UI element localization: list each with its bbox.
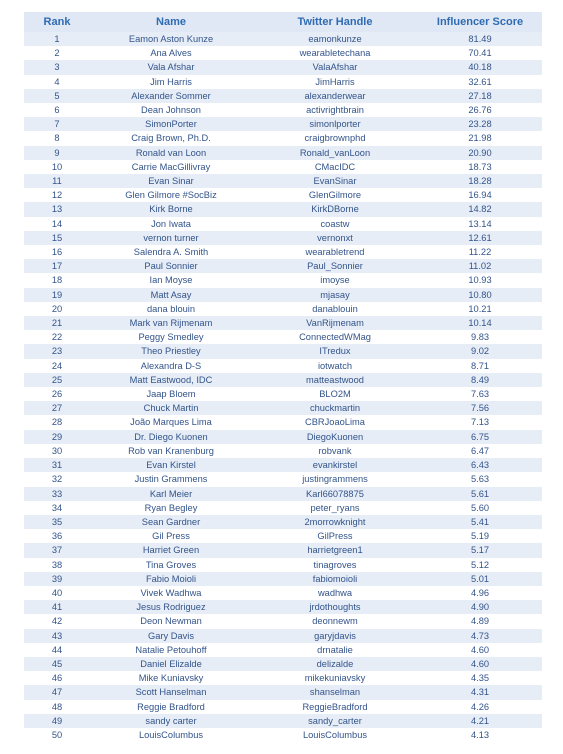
handle-cell: vernonxt <box>252 231 418 245</box>
name-cell: Paul Sonnier <box>90 259 252 273</box>
handle-cell: drnatalie <box>252 643 418 657</box>
score-cell: 40.18 <box>418 60 542 74</box>
handle-cell: EvanSinar <box>252 174 418 188</box>
name-cell: Jon Iwata <box>90 217 252 231</box>
name-cell: Mike Kuniavsky <box>90 671 252 685</box>
rank-cell: 18 <box>24 273 90 287</box>
score-cell: 10.93 <box>418 273 542 287</box>
name-cell: Vala Afshar <box>90 60 252 74</box>
rank-cell: 31 <box>24 458 90 472</box>
handle-cell: mikekuniavsky <box>252 671 418 685</box>
rank-cell: 42 <box>24 614 90 628</box>
handle-cell: coastw <box>252 217 418 231</box>
handle-cell: iotwatch <box>252 359 418 373</box>
name-cell: Theo Priestley <box>90 344 252 358</box>
table-row <box>24 160 542 174</box>
name-cell: Jesus Rodriguez <box>90 600 252 614</box>
table-row <box>24 728 542 742</box>
name-cell: Ian Moyse <box>90 273 252 287</box>
rank-cell: 46 <box>24 671 90 685</box>
score-cell: 70.41 <box>418 46 542 60</box>
rank-cell: 19 <box>24 288 90 302</box>
rank-cell: 6 <box>24 103 90 117</box>
name-cell: vernon turner <box>90 231 252 245</box>
rank-cell: 17 <box>24 259 90 273</box>
table-row <box>24 629 542 643</box>
name-cell: Evan Kirstel <box>90 458 252 472</box>
rank-cell: 50 <box>24 728 90 742</box>
table-row <box>24 32 542 46</box>
table-row <box>24 387 542 401</box>
header-row <box>24 12 542 32</box>
rank-cell: 39 <box>24 572 90 586</box>
table-row <box>24 231 542 245</box>
score-cell: 10.21 <box>418 302 542 316</box>
name-cell: Chuck Martin <box>90 401 252 415</box>
handle-cell: craigbrownphd <box>252 131 418 145</box>
rank-cell: 29 <box>24 430 90 444</box>
table-row <box>24 657 542 671</box>
handle-cell: 2morrowknight <box>252 515 418 529</box>
handle-cell: ReggieBradford <box>252 700 418 714</box>
handle-cell: ITredux <box>252 344 418 358</box>
table-row <box>24 458 542 472</box>
handle-cell: mjasay <box>252 288 418 302</box>
column-header-influencer-score: Influencer Score <box>418 12 542 32</box>
score-cell: 8.49 <box>418 373 542 387</box>
handle-cell: justingrammens <box>252 472 418 486</box>
name-cell: Harriet Green <box>90 543 252 557</box>
score-cell: 4.60 <box>418 657 542 671</box>
table-row <box>24 401 542 415</box>
handle-cell: simonlporter <box>252 117 418 131</box>
handle-cell: chuckmartin <box>252 401 418 415</box>
table-row <box>24 330 542 344</box>
name-cell: Sean Gardner <box>90 515 252 529</box>
table-row <box>24 671 542 685</box>
table-header <box>24 12 542 32</box>
handle-cell: wearabletrend <box>252 245 418 259</box>
score-cell: 4.96 <box>418 586 542 600</box>
table-row <box>24 117 542 131</box>
rank-cell: 35 <box>24 515 90 529</box>
name-cell: sandy carter <box>90 714 252 728</box>
name-cell: Glen Gilmore #SocBiz <box>90 188 252 202</box>
score-cell: 27.18 <box>418 89 542 103</box>
name-cell: João Marques Lima <box>90 415 252 429</box>
score-cell: 5.19 <box>418 529 542 543</box>
table-row <box>24 359 542 373</box>
rank-cell: 4 <box>24 75 90 89</box>
handle-cell: robvank <box>252 444 418 458</box>
name-cell: Vivek Wadhwa <box>90 586 252 600</box>
table-row <box>24 245 542 259</box>
rank-cell: 3 <box>24 60 90 74</box>
name-cell: Reggie Bradford <box>90 700 252 714</box>
score-cell: 4.90 <box>418 600 542 614</box>
table-row <box>24 46 542 60</box>
name-cell: Gil Press <box>90 529 252 543</box>
name-cell: Carrie MacGillivray <box>90 160 252 174</box>
table-row <box>24 273 542 287</box>
table-row <box>24 89 542 103</box>
table-row <box>24 288 542 302</box>
score-cell: 4.26 <box>418 700 542 714</box>
score-cell: 23.28 <box>418 117 542 131</box>
rank-cell: 12 <box>24 188 90 202</box>
handle-cell: peter_ryans <box>252 501 418 515</box>
handle-cell: wearabletechana <box>252 46 418 60</box>
table-row <box>24 700 542 714</box>
score-cell: 9.02 <box>418 344 542 358</box>
table-row <box>24 685 542 699</box>
score-cell: 11.02 <box>418 259 542 273</box>
table-row <box>24 543 542 557</box>
name-cell: Craig Brown, Ph.D. <box>90 131 252 145</box>
name-cell: Rob van Kranenburg <box>90 444 252 458</box>
handle-cell: ConnectedWMag <box>252 330 418 344</box>
score-cell: 4.89 <box>418 614 542 628</box>
score-cell: 32.61 <box>418 75 542 89</box>
handle-cell: GilPress <box>252 529 418 543</box>
rank-cell: 14 <box>24 217 90 231</box>
name-cell: Salendra A. Smith <box>90 245 252 259</box>
name-cell: Gary Davis <box>90 629 252 643</box>
score-cell: 9.83 <box>418 330 542 344</box>
table-row <box>24 472 542 486</box>
name-cell: Ryan Begley <box>90 501 252 515</box>
handle-cell: eamonkunze <box>252 32 418 46</box>
name-cell: Ronald van Loon <box>90 146 252 160</box>
name-cell: dana blouin <box>90 302 252 316</box>
handle-cell: evankirstel <box>252 458 418 472</box>
score-cell: 21.98 <box>418 131 542 145</box>
handle-cell: fabiomoioli <box>252 572 418 586</box>
score-cell: 4.21 <box>418 714 542 728</box>
score-cell: 5.41 <box>418 515 542 529</box>
handle-cell: BLO2M <box>252 387 418 401</box>
rank-cell: 15 <box>24 231 90 245</box>
score-cell: 7.63 <box>418 387 542 401</box>
score-cell: 10.14 <box>418 316 542 330</box>
handle-cell: CMacIDC <box>252 160 418 174</box>
score-cell: 5.01 <box>418 572 542 586</box>
rank-cell: 37 <box>24 543 90 557</box>
rank-cell: 20 <box>24 302 90 316</box>
rank-cell: 11 <box>24 174 90 188</box>
name-cell: Peggy Smedley <box>90 330 252 344</box>
score-cell: 16.94 <box>418 188 542 202</box>
rank-cell: 27 <box>24 401 90 415</box>
score-cell: 18.28 <box>418 174 542 188</box>
rank-cell: 25 <box>24 373 90 387</box>
name-cell: Alexandra D-S <box>90 359 252 373</box>
name-cell: Fabio Moioli <box>90 572 252 586</box>
name-cell: Mark van Rijmenam <box>90 316 252 330</box>
table-row <box>24 529 542 543</box>
name-cell: Jaap Bloem <box>90 387 252 401</box>
table-row <box>24 614 542 628</box>
score-cell: 7.13 <box>418 415 542 429</box>
column-header-rank: Rank <box>24 12 90 32</box>
name-cell: Justin Grammens <box>90 472 252 486</box>
table-row <box>24 259 542 273</box>
handle-cell: KirkDBorne <box>252 202 418 216</box>
rank-cell: 32 <box>24 472 90 486</box>
handle-cell: tinagroves <box>252 558 418 572</box>
score-cell: 12.61 <box>418 231 542 245</box>
rank-cell: 36 <box>24 529 90 543</box>
rank-cell: 33 <box>24 487 90 501</box>
handle-cell: GlenGilmore <box>252 188 418 202</box>
rank-cell: 8 <box>24 131 90 145</box>
table-row <box>24 202 542 216</box>
handle-cell: garyjdavis <box>252 629 418 643</box>
rank-cell: 23 <box>24 344 90 358</box>
handle-cell: JimHarris <box>252 75 418 89</box>
name-cell: LouisColumbus <box>90 728 252 742</box>
score-cell: 5.12 <box>418 558 542 572</box>
rank-cell: 47 <box>24 685 90 699</box>
score-cell: 18.73 <box>418 160 542 174</box>
rank-cell: 30 <box>24 444 90 458</box>
rank-cell: 21 <box>24 316 90 330</box>
handle-cell: jrdothoughts <box>252 600 418 614</box>
handle-cell: activrightbrain <box>252 103 418 117</box>
name-cell: Natalie Petouhoff <box>90 643 252 657</box>
score-cell: 6.75 <box>418 430 542 444</box>
rank-cell: 10 <box>24 160 90 174</box>
handle-cell: Ronald_vanLoon <box>252 146 418 160</box>
handle-cell: imoyse <box>252 273 418 287</box>
score-cell: 4.35 <box>418 671 542 685</box>
table-row <box>24 217 542 231</box>
rank-cell: 16 <box>24 245 90 259</box>
score-cell: 4.13 <box>418 728 542 742</box>
score-cell: 26.76 <box>418 103 542 117</box>
influencer-table-container <box>24 12 542 742</box>
table-row <box>24 316 542 330</box>
rank-cell: 44 <box>24 643 90 657</box>
name-cell: Kirk Borne <box>90 202 252 216</box>
score-cell: 10.80 <box>418 288 542 302</box>
score-cell: 81.49 <box>418 32 542 46</box>
table-row <box>24 501 542 515</box>
score-cell: 5.63 <box>418 472 542 486</box>
handle-cell: CBRJoaoLima <box>252 415 418 429</box>
table-row <box>24 146 542 160</box>
score-cell: 5.61 <box>418 487 542 501</box>
rank-cell: 28 <box>24 415 90 429</box>
rank-cell: 7 <box>24 117 90 131</box>
handle-cell: DiegoKuonen <box>252 430 418 444</box>
score-cell: 4.73 <box>418 629 542 643</box>
score-cell: 4.60 <box>418 643 542 657</box>
name-cell: Daniel Elizalde <box>90 657 252 671</box>
name-cell: Dr. Diego Kuonen <box>90 430 252 444</box>
rank-cell: 2 <box>24 46 90 60</box>
name-cell: SimonPorter <box>90 117 252 131</box>
handle-cell: delizalde <box>252 657 418 671</box>
name-cell: Eamon Aston Kunze <box>90 32 252 46</box>
table-row <box>24 188 542 202</box>
table-row <box>24 586 542 600</box>
table-row <box>24 558 542 572</box>
name-cell: Matt Asay <box>90 288 252 302</box>
table-row <box>24 103 542 117</box>
score-cell: 5.60 <box>418 501 542 515</box>
table-row <box>24 302 542 316</box>
handle-cell: LouisColumbus <box>252 728 418 742</box>
name-cell: Karl Meier <box>90 487 252 501</box>
score-cell: 6.47 <box>418 444 542 458</box>
name-cell: Scott Hanselman <box>90 685 252 699</box>
table-row <box>24 60 542 74</box>
score-cell: 13.14 <box>418 217 542 231</box>
rank-cell: 49 <box>24 714 90 728</box>
handle-cell: Karl66078875 <box>252 487 418 501</box>
table-row <box>24 487 542 501</box>
rank-cell: 1 <box>24 32 90 46</box>
name-cell: Evan Sinar <box>90 174 252 188</box>
handle-cell: matteastwood <box>252 373 418 387</box>
rank-cell: 24 <box>24 359 90 373</box>
name-cell: Jim Harris <box>90 75 252 89</box>
table-row <box>24 714 542 728</box>
table-row <box>24 373 542 387</box>
rank-cell: 22 <box>24 330 90 344</box>
table-row <box>24 75 542 89</box>
handle-cell: wadhwa <box>252 586 418 600</box>
table-row <box>24 572 542 586</box>
handle-cell: Paul_Sonnier <box>252 259 418 273</box>
handle-cell: ValaAfshar <box>252 60 418 74</box>
table-row <box>24 344 542 358</box>
score-cell: 11.22 <box>418 245 542 259</box>
score-cell: 20.90 <box>418 146 542 160</box>
handle-cell: VanRijmenam <box>252 316 418 330</box>
name-cell: Ana Alves <box>90 46 252 60</box>
score-cell: 5.17 <box>418 543 542 557</box>
handle-cell: alexanderwear <box>252 89 418 103</box>
table-row <box>24 415 542 429</box>
name-cell: Dean Johnson <box>90 103 252 117</box>
score-cell: 14.82 <box>418 202 542 216</box>
score-cell: 6.43 <box>418 458 542 472</box>
handle-cell: deonnewm <box>252 614 418 628</box>
name-cell: Deon Newman <box>90 614 252 628</box>
rank-cell: 48 <box>24 700 90 714</box>
rank-cell: 43 <box>24 629 90 643</box>
handle-cell: harrietgreen1 <box>252 543 418 557</box>
table-row <box>24 444 542 458</box>
rank-cell: 5 <box>24 89 90 103</box>
rank-cell: 9 <box>24 146 90 160</box>
rank-cell: 13 <box>24 202 90 216</box>
column-header-name: Name <box>90 12 252 32</box>
table-body <box>24 32 542 742</box>
handle-cell: shanselman <box>252 685 418 699</box>
table-row <box>24 600 542 614</box>
table-row <box>24 131 542 145</box>
table-row <box>24 174 542 188</box>
name-cell: Tina Groves <box>90 558 252 572</box>
column-header-twitter-handle: Twitter Handle <box>252 12 418 32</box>
rank-cell: 38 <box>24 558 90 572</box>
handle-cell: sandy_carter <box>252 714 418 728</box>
table-row <box>24 643 542 657</box>
rank-cell: 26 <box>24 387 90 401</box>
rank-cell: 41 <box>24 600 90 614</box>
handle-cell: danablouin <box>252 302 418 316</box>
name-cell: Alexander Sommer <box>90 89 252 103</box>
score-cell: 7.56 <box>418 401 542 415</box>
score-cell: 8.71 <box>418 359 542 373</box>
name-cell: Matt Eastwood, IDC <box>90 373 252 387</box>
score-cell: 4.31 <box>418 685 542 699</box>
table-row <box>24 430 542 444</box>
rank-cell: 40 <box>24 586 90 600</box>
table-row <box>24 515 542 529</box>
influencer-table <box>24 12 542 742</box>
rank-cell: 45 <box>24 657 90 671</box>
rank-cell: 34 <box>24 501 90 515</box>
